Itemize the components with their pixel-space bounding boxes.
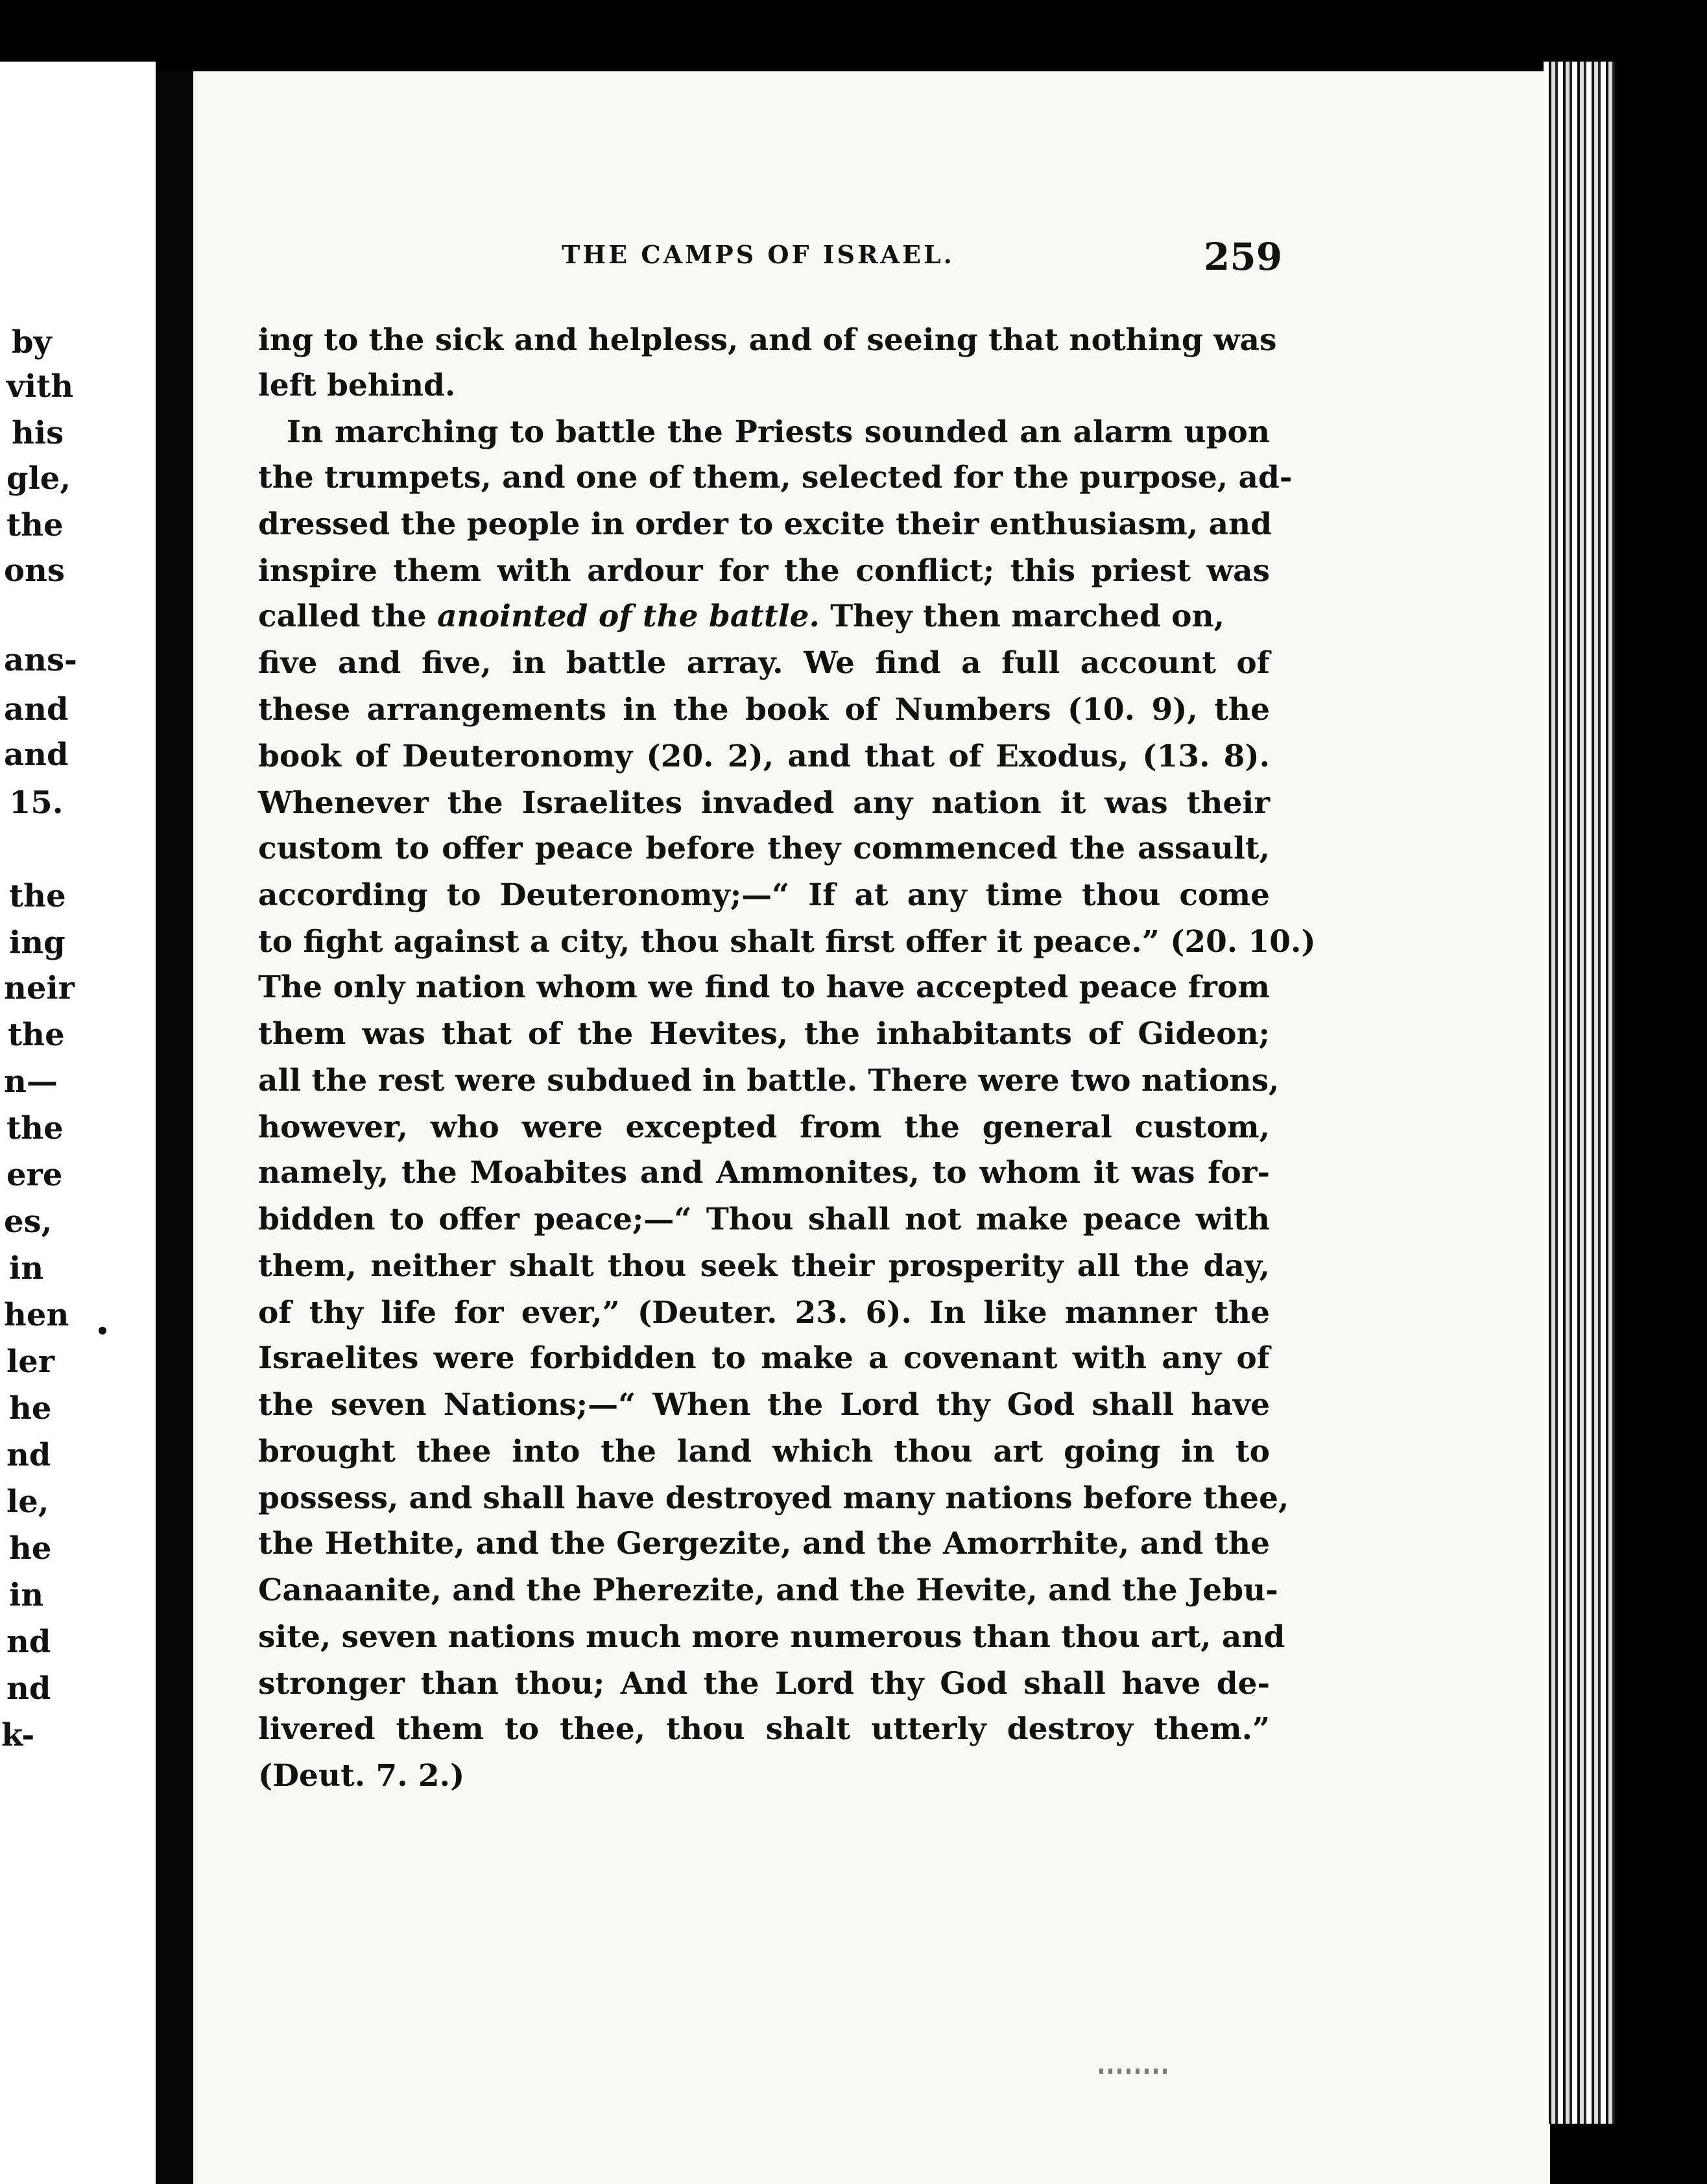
text-line: of thy life for ever,” (Deuter. 23. 6). In like manner the: [258, 1295, 1270, 1331]
text-line: the trumpets, and one of them, selected for the purpose, ad-: [258, 460, 1293, 495]
text-run: They then marched on,: [819, 599, 1224, 634]
left-page-fragment: ons: [4, 552, 65, 589]
left-page-fragment: the: [9, 878, 66, 914]
text-line: these arrangements in the book of Numbers (10. 9), the: [258, 692, 1270, 728]
left-page-fragment: and: [4, 737, 69, 773]
left-page-fragment: ere: [6, 1157, 63, 1193]
text-line: dressed the people in order to excite their enthusiasm, and: [258, 506, 1272, 542]
text-line: Israelites were forbidden to make a covenant with any of: [258, 1340, 1270, 1376]
text-line: the Hethite, and the Gergezite, and the Amorrhite, and the: [258, 1526, 1270, 1561]
text-line: them, neither shalt thou seek their prosperity all the day,: [258, 1248, 1270, 1284]
left-page-fragment: gle,: [6, 460, 71, 497]
left-page-fragment: nd: [6, 1624, 51, 1660]
text-line: brought thee into the land which thou art going in to: [258, 1434, 1270, 1469]
text-line: [258, 594, 1270, 639]
left-page-fragment: his: [12, 415, 64, 451]
text-line: the seven Nations;—“ When the Lord thy God shall have: [258, 1387, 1270, 1423]
left-page-fragment: ans-: [4, 642, 77, 678]
left-page-fragment: in: [9, 1250, 44, 1287]
text-line: them was that of the Hevites, the inhabitants of Gideon;: [258, 1016, 1270, 1052]
text-line: Whenever the Israelites invaded any nation it was their: [258, 785, 1270, 821]
left-page-fragment: k-: [1, 1717, 35, 1753]
text-line: ing to the sick and helpless, and of seeing that nothing was: [258, 322, 1277, 358]
text-run: called the: [258, 599, 438, 634]
page-number: 259: [1204, 235, 1283, 279]
paragraph-start-line: In marching to battle the Priests sounded an alarm upon: [287, 414, 1270, 450]
left-page-fragment: nd: [6, 1670, 51, 1707]
text-line: custom to offer peace before they commenced the assault,: [258, 831, 1270, 866]
text-line: bidden to offer peace;—“ Thou shall not make peace with: [258, 1202, 1270, 1237]
left-page-fragment: nd: [6, 1437, 51, 1473]
text-line: stronger than thou; And the Lord thy God shall have de-: [258, 1666, 1270, 1702]
left-page-fragment: ler: [6, 1344, 55, 1380]
ink-dot: [99, 1327, 106, 1335]
left-page-fragment: the: [8, 1017, 65, 1053]
left-page-fragment: vith: [6, 368, 74, 405]
text-line: book of Deuteronomy (20. 2), and that of Exodus, (13. 8).: [258, 739, 1270, 774]
left-page-fragment: es,: [4, 1204, 53, 1240]
text-line: namely, the Moabites and Ammonites, to whom it was for-: [258, 1155, 1270, 1191]
running-header: THE CAMPS OF ISRAEL.: [562, 240, 955, 269]
left-page-fragment: he: [9, 1530, 52, 1567]
left-page-fragment: n—: [4, 1063, 58, 1100]
text-line: five and five, in battle array. We find a full account of: [258, 645, 1270, 681]
text-line: livered them to thee, thou shalt utterly destroy them.”: [258, 1711, 1270, 1747]
left-page-fragment: ing: [9, 925, 66, 961]
text-line: inspire them with ardour for the conflict; this priest was: [258, 553, 1270, 589]
text-line: left behind.: [258, 368, 456, 403]
left-page-fragment: and: [4, 691, 69, 728]
left-page-fragment: he: [9, 1390, 52, 1427]
text-line: (Deut. 7. 2.): [258, 1758, 465, 1794]
left-page-fragment: the: [6, 507, 64, 543]
left-page-fragment: 15.: [9, 785, 64, 821]
scan-background-right: [1615, 0, 1707, 2184]
page-edges: [1544, 62, 1615, 2124]
text-line: possess, and shall have destroyed many nations before thee,: [258, 1480, 1289, 1516]
italic-phrase: anointed of the battle.: [437, 599, 820, 634]
left-page-fragment: hen: [4, 1297, 69, 1333]
book-gutter: [156, 71, 193, 2184]
print-smudge: [1099, 2069, 1171, 2074]
text-line: to fight against a city, thou shalt first offer it peace.” (20. 10.): [258, 924, 1316, 960]
text-line: site, seven nations much more numerous than thou art, and: [258, 1619, 1285, 1655]
left-page-fragment: le,: [6, 1484, 49, 1520]
text-line: The only nation whom we find to have accepted peace from: [258, 969, 1270, 1005]
text-line: however, who were excepted from the general custom,: [258, 1110, 1270, 1145]
text-line: all the rest were subdued in battle. There were two nations,: [258, 1063, 1280, 1098]
left-page-fragment: the: [6, 1110, 64, 1146]
left-page-fragment: neir: [4, 970, 75, 1006]
text-line: Canaanite, and the Pherezite, and the Hevite, and the Jebu-: [258, 1573, 1278, 1608]
text-line: according to Deuteronomy;—“ If at any time thou come: [258, 877, 1270, 913]
left-page-fragment: by: [12, 324, 52, 361]
left-page-fragment: in: [9, 1577, 44, 1613]
